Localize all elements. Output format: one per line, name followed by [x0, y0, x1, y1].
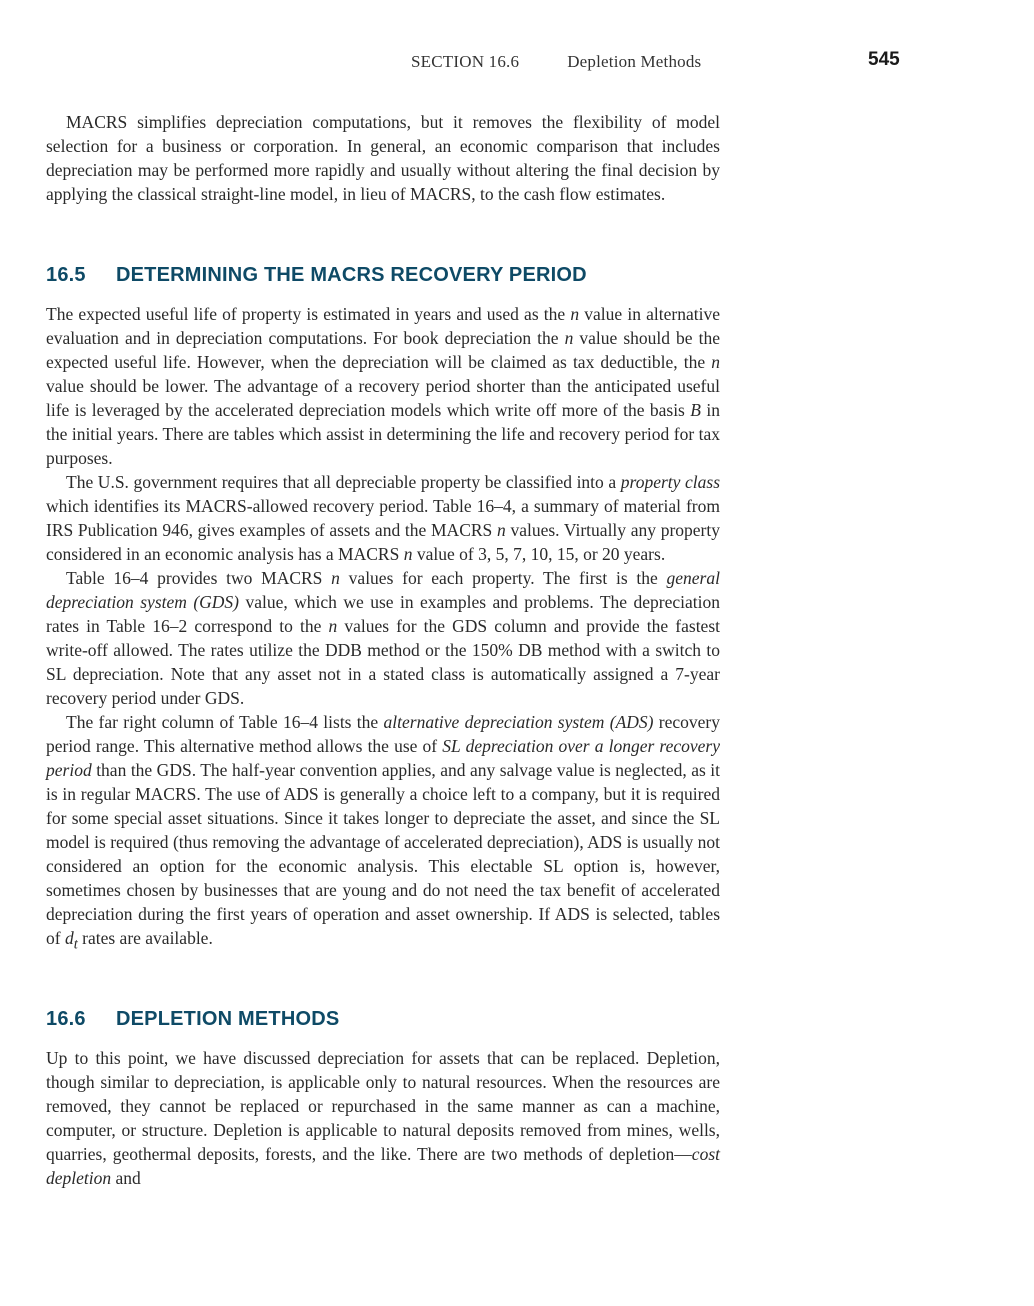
italic-term: cost depletion	[46, 1144, 720, 1188]
section-16-5-body	[46, 302, 720, 957]
section-title: DEPLETION METHODS	[116, 1008, 340, 1030]
section-title: Depletion Methods	[567, 52, 702, 71]
text-run: values. Virtually any property considered in an economic analysis has a MACRS	[46, 520, 720, 564]
text-run: value, which we use in examples and problems. The depreciation rates in Table 16–2 correspond to the	[46, 592, 720, 636]
paragraph	[46, 302, 720, 470]
section-title: DETERMINING THE MACRS RECOVERY PERIOD	[116, 264, 587, 286]
text-run: in the initial years. There are tables which assist in determining the life and recovery period for tax purposes.	[46, 400, 720, 468]
intro-paragraph: MACRS simplifies depreciation computations, but it removes the flexibility of model selection for a business or corporation. In general, an economic comparison that includes depreciation may be performed more rapidly and usually without altering the final decision by applying the classical straight-line model, in lieu of MACRS, to the cash flow estimates.	[46, 112, 720, 204]
section-heading-16-6	[46, 1008, 339, 1031]
page-number: 545	[868, 49, 900, 70]
paragraph	[46, 566, 720, 710]
italic-term: general depreciation system (GDS)	[46, 568, 720, 612]
section-number: 16.6	[46, 1008, 86, 1030]
text-run: rates are available.	[77, 928, 213, 948]
math-subscript: t	[73, 936, 78, 953]
italic-term: property class	[620, 472, 721, 492]
text-run: value of 3, 5, 7, 10, 15, or 20 years.	[412, 544, 666, 564]
text-run: recovery period range. This alternative method allows the use of	[46, 712, 721, 756]
italic-term: SL depreciation over a longer recovery period	[46, 736, 720, 780]
italic-term: alternative depreciation system (ADS)	[383, 712, 654, 732]
section-16-6-body	[46, 1046, 720, 1190]
text-run: than the GDS. The half-year convention applies, and any salvage value is neglected, as it is in regular MACRS. The use of ADS is generally a choice left to a company, but it is required for some special asset situations. Since it takes longer to depreciate the asset, and since the SL model is required (thus removing the advantage of accelerated depreciation), ADS is usually not considered an option for the economic analysis. This electable SL option is, however, sometimes chosen by businesses that are young and do not need the tax benefit of accelerated depreciation during the first years of operation and asset ownership. If ADS is selected, tables of	[46, 760, 720, 948]
math-variable: n	[403, 544, 413, 564]
text-run: values for the GDS column and provide the fastest write-off allowed. The rates utilize the DDB method or the 150% DB method with a switch to SL depreciation. Note that any asset not in a stated class is automatically assigned a 7-year recovery period under GDS.	[46, 616, 720, 708]
math-variable: B	[690, 400, 701, 420]
math-variable: n	[328, 616, 338, 636]
text-run: which identifies its MACRS-allowed recovery period. Table 16–4, a summary of material from IRS Publication 946, gives examples of assets and the MACRS	[46, 496, 720, 540]
text-run: Up to this point, we have discussed depreciation for assets that can be replaced. Depletion, though similar to depreciation, is applicable only to natural resources. When the resources are removed, they cannot be replaced or repurchased in the same manner as can a machine, computer, or structure. Depletion is applicable to natural deposits removed from mines, wells, quarries, geothermal deposits, forests, and the like. There are two methods of depletion—	[46, 1048, 720, 1164]
section-number: 16.5	[46, 264, 86, 286]
math-variable: n	[711, 352, 720, 372]
math-variable: d	[64, 928, 74, 948]
paragraph	[46, 710, 720, 957]
text-run: value should be the expected useful life. However, when the depreciation will be claimed as tax deductible, the	[46, 328, 721, 372]
paragraph	[46, 1046, 720, 1190]
text-run: value in alternative evaluation and in depreciation computations. For book depreciation the	[46, 304, 720, 348]
math-variable: n	[331, 568, 340, 588]
text-run: Table 16–4 provides two MACRS	[66, 568, 332, 588]
paragraph	[46, 470, 720, 566]
text-run: and	[111, 1168, 141, 1188]
section-label: SECTION 16.6	[411, 52, 520, 71]
running-head	[411, 52, 701, 72]
text-run: value should be lower. The advantage of a recovery period shorter than the anticipated useful life is leveraged by the accelerated depreciation models which write off more of the basis	[46, 376, 720, 420]
math-variable: n	[570, 304, 580, 324]
text-run: The expected useful life of property is estimated in years and used as the	[46, 304, 571, 324]
text-run: The U.S. government requires that all depreciable property be classified into a	[66, 472, 621, 492]
intro-block	[46, 110, 720, 206]
section-heading-16-5	[46, 264, 587, 287]
text-run: The far right column of Table 16–4 lists the	[66, 712, 384, 732]
text-run: values for each property. The first is the	[339, 568, 667, 588]
math-variable: n	[564, 328, 574, 348]
math-variable: n	[496, 520, 506, 540]
